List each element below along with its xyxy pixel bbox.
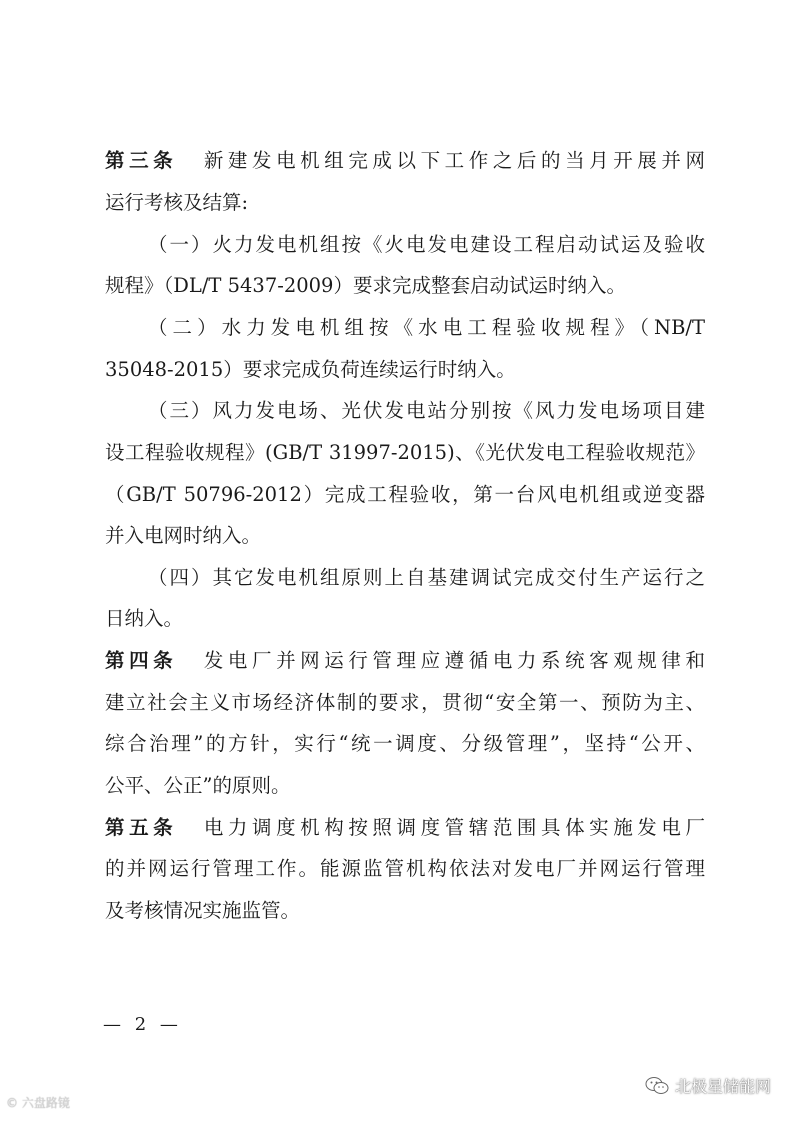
item-2-line-1: （二）水力发电机组按《水电工程验收规程》（NB/T bbox=[148, 316, 705, 339]
item-3-line-3: （GB/T 50796-2012）完成工程验收，第一台风电机组或逆变器 bbox=[105, 483, 705, 506]
watermark-right bbox=[645, 1074, 771, 1097]
article-5-line-3: 及考核情况实施监管。 bbox=[105, 899, 301, 922]
article-4-heading: 第四条 bbox=[105, 649, 178, 672]
item-3-line-2: 设工程验收规程》(GB/T 31997-2015)、《光伏发电工程验收规范》 bbox=[105, 441, 705, 464]
item-2-line-2: 35048-2015）要求完成负荷连续运行时纳入。 bbox=[105, 358, 516, 381]
wechat-icon bbox=[645, 1076, 669, 1096]
article-5-text-1: 电力调度机构按照调度管辖范围具体实施发电厂 bbox=[199, 816, 705, 839]
article-4-line-2: 建立社会主义市场经济体制的要求，贯彻“安全第一、预防为主、 bbox=[105, 691, 705, 714]
item-4-line-2: 日纳入。 bbox=[105, 607, 184, 630]
article-4-line-3: 综合治理”的方针，实行“统一调度、分级管理”，坚持“公开、 bbox=[105, 732, 705, 755]
item-1-line-1: （一）火力发电机组按《火电发电建设工程启动试运及验收 bbox=[148, 233, 705, 256]
article-4-text-1: 发电厂并网运行管理应遵循电力系统客观规律和 bbox=[199, 649, 705, 672]
article-3-line-1 bbox=[105, 146, 705, 176]
watermark-left: © 六盘路镜 bbox=[6, 1096, 70, 1110]
article-5-line-2: 的并网运行管理工作。能源监管机构依法对发电厂并网运行管理 bbox=[105, 857, 705, 880]
article-4-line-4: 公平、公正”的原则。 bbox=[105, 774, 291, 797]
article-4-line-1 bbox=[105, 646, 705, 676]
article-5-line-1 bbox=[105, 813, 705, 843]
item-4-line-1: （四）其它发电机组原则上自基建调试完成交付生产运行之 bbox=[148, 566, 705, 589]
watermark-right-text: 北极星储能网 bbox=[674, 1077, 771, 1096]
page-number: — 2 — bbox=[103, 1014, 182, 1035]
item-1-line-2: 规程》（DL/T 5437-2009）要求完成整套启动试运时纳入。 bbox=[105, 274, 626, 297]
item-3-line-1: （三）风力发电场、光伏发电站分别按《风力发电场项目建 bbox=[148, 399, 705, 422]
article-3-line-2: 运行考核及结算: bbox=[105, 191, 249, 214]
item-3-line-4: 并入电网时纳入。 bbox=[105, 524, 262, 547]
article-3-heading: 第三条 bbox=[105, 149, 178, 172]
article-3-text-1: 新建发电机组完成以下工作之后的当月开展并网 bbox=[199, 149, 705, 172]
article-5-heading: 第五条 bbox=[105, 816, 178, 839]
